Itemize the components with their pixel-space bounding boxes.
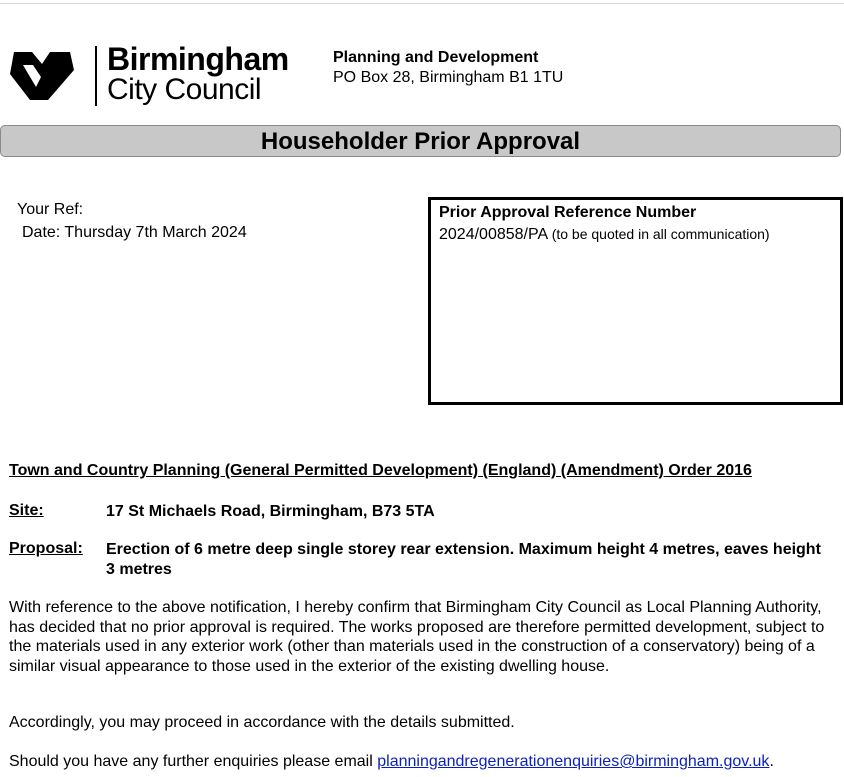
proposal-label: Proposal:	[9, 540, 83, 557]
department-address: PO Box 28, Birmingham B1 1TU	[333, 69, 564, 86]
enquiries-paragraph	[9, 752, 839, 772]
reference-number-label: Prior Approval Reference Number	[439, 204, 697, 221]
department-block	[333, 48, 563, 88]
logo-divider	[95, 46, 97, 106]
decision-paragraph: With reference to the above notification, I hereby confirm that Birmingham City Council as Local Planning Authority, has decided that no prior approval is required. The works proposed are therefore permitted development, subject to the materials used in any exterior work (other than materials used in the construction of a conservatory) being of a similar visual appearance to those used in the exterior of the existing dwelling house.	[9, 599, 825, 675]
proceed-paragraph: Accordingly, you may proceed in accordance with the details submitted.	[9, 714, 515, 731]
enquiries-suffix: .	[769, 753, 774, 770]
logo-text-birmingham: Birmingham	[107, 41, 289, 77]
reference-note: (to be quoted in all communication)	[551, 226, 770, 242]
enquiries-email-link[interactable]: planningandregenerationenquiries@birmingham.gov.uk	[377, 753, 770, 770]
top-divider	[0, 3, 844, 4]
letter-date: Date: Thursday 7th March 2024	[22, 224, 247, 241]
legislation-heading: Town and Country Planning (General Permitted Development) (England) (Amendment) Order 2016	[9, 462, 752, 479]
heart-logo-icon	[8, 48, 76, 104]
site-value: 17 St Michaels Road, Birmingham, B73 5TA	[106, 503, 435, 520]
proposal-value: Erection of 6 metre deep single storey rear extension. Maximum height 4 metres, eaves height 3 metres	[106, 541, 821, 578]
site-label: Site:	[9, 502, 44, 519]
logo-text-city-council: City Council	[107, 73, 262, 106]
your-ref-label: Your Ref:	[17, 201, 84, 218]
reference-number-line	[439, 223, 832, 246]
department-name: Planning and Development	[333, 49, 539, 66]
document-title: Householder Prior Approval	[0, 125, 841, 157]
council-logo	[8, 41, 289, 111]
reference-number-box	[428, 197, 843, 405]
reference-number: 2024/00858/PA	[439, 226, 548, 243]
enquiries-text: Should you have any further enquiries please email	[9, 753, 378, 770]
